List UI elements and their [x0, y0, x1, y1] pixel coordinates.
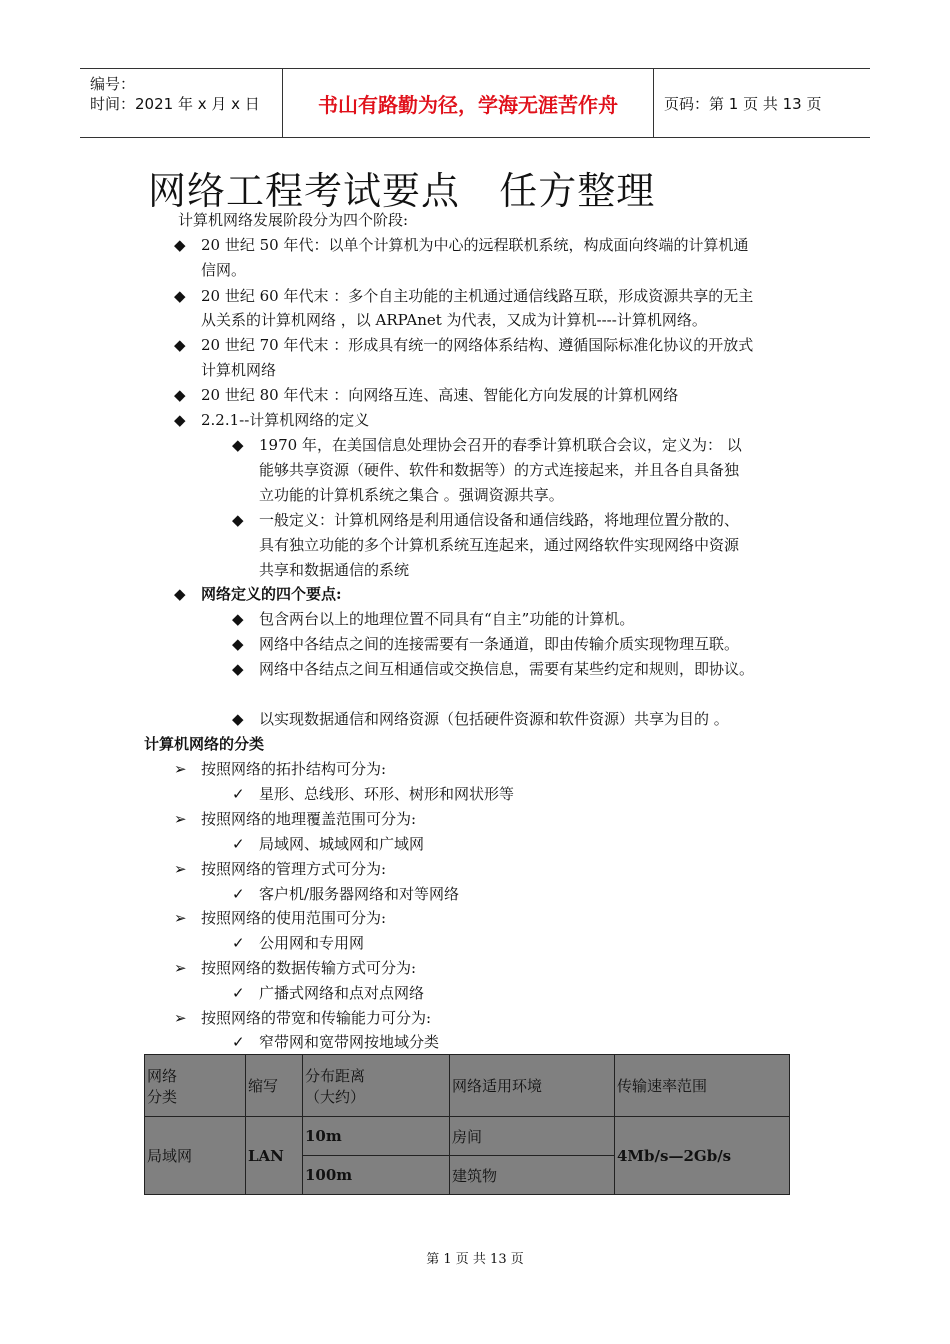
table-cell: 局域网: [145, 1117, 246, 1195]
classification-item: 窄带网和宽带网按地域分类: [259, 1033, 440, 1051]
check-icon: ✓: [232, 885, 245, 903]
motto: 书山有路勤为径，学海无涯苦作舟: [318, 92, 618, 117]
definition-line: 共享和数据通信的系统: [259, 561, 410, 579]
check-icon: ✓: [232, 835, 245, 853]
classification-label: 按照网络的地理覆盖范围可分为:: [201, 810, 417, 828]
classification-label: 按照网络的数据传输方式可分为:: [201, 959, 417, 977]
classification-item: 客户机/服务器网络和对等网络: [259, 885, 460, 903]
page-header: [80, 68, 870, 138]
classification-heading: 计算机网络的分类: [144, 735, 265, 753]
definition-line: 立功能的计算机系统之集合 。强调资源共享。: [259, 486, 564, 504]
page-footer: 第 1 页 共 13 页: [426, 1252, 524, 1267]
stage-line: 20 世纪 60 年代末 ：多个自主功能的主机通过通信线路互联，形成资源共享的无主: [201, 287, 754, 305]
stage-line: 计算机网络: [201, 361, 277, 379]
document-title: 网络工程考试要点 任方整理: [148, 169, 656, 213]
number-label: 编号：: [90, 75, 136, 93]
classification-label: 按照网络的带宽和传输能力可分为:: [201, 1009, 432, 1027]
table-cell: 建筑物: [450, 1156, 615, 1195]
classification-label: 按照网络的管理方式可分为:: [201, 860, 387, 878]
stage-line: 20 世纪 70 年代末 ：形成具有统一的网络体系结构、遵循国际标准化协议的开放式: [201, 336, 754, 354]
table-cell: LAN: [246, 1117, 303, 1195]
check-icon: ✓: [232, 785, 245, 803]
classification-item: 局域网、城域网和广域网: [259, 835, 425, 853]
check-icon: ✓: [232, 984, 245, 1002]
arrow-bullet-icon: ➢: [174, 760, 187, 778]
table-header-cell: 网络适用环境: [450, 1055, 615, 1117]
arrow-bullet-icon: ➢: [174, 1009, 187, 1027]
point-item: 网络中各结点之间的连接需要有一条通道，即由传输介质实现物理互联。: [259, 635, 740, 653]
diamond-bullet-icon: ◆: [232, 660, 244, 678]
table-cell: 房间: [450, 1117, 615, 1156]
diamond-bullet-icon: ◆: [174, 287, 186, 305]
divider: [653, 69, 654, 137]
table-header-cell: 分布距离 （大约）: [303, 1055, 450, 1117]
diamond-bullet-icon: ◆: [174, 386, 186, 404]
four-points-heading: 网络定义的四个要点:: [201, 585, 342, 603]
stage-line: 20 世纪 80 年代末 ：向网络互连、高速、智能化方向发展的计算机网络: [201, 386, 679, 404]
definition-line: 能够共享资源（硬件、软件和数据等）的方式连接起来，并且各自具备独: [259, 461, 740, 479]
classification-label: 按照网络的使用范围可分为:: [201, 909, 387, 927]
stage-line: 信网。: [201, 261, 247, 279]
diamond-bullet-icon: ◆: [232, 436, 244, 454]
time-label: 时间：2021 年 x 月 x 日: [90, 95, 260, 113]
classification-label: 按照网络的拓扑结构可分为:: [201, 760, 387, 778]
diamond-bullet-icon: ◆: [174, 411, 186, 429]
diamond-bullet-icon: ◆: [232, 511, 244, 529]
point-item: 网络中各结点之间互相通信或交换信息，需要有某些约定和规则，即协议。: [259, 660, 755, 678]
arrow-bullet-icon: ➢: [174, 810, 187, 828]
check-icon: ✓: [232, 1033, 245, 1051]
classification-item: 公用网和专用网: [259, 934, 365, 952]
stage-line: 20 世纪 50 年代：以单个计算机为中心的远程联机系统，构成面向终端的计算机通: [201, 236, 749, 254]
diamond-bullet-icon: ◆: [174, 585, 186, 603]
classification-item: 星形、总线形、环形、树形和网状形等: [259, 785, 515, 803]
table-header-cell: 网络 分类: [145, 1055, 246, 1117]
check-icon: ✓: [232, 934, 245, 952]
table-cell: 4Mb/s—2Gb/s: [615, 1117, 790, 1195]
diamond-bullet-icon: ◆: [232, 610, 244, 628]
intro-text: 计算机网络发展阶段分为四个阶段:: [178, 211, 409, 229]
point-item: 包含两台以上的地理位置不同具有“自主”功能的计算机。: [259, 610, 635, 628]
arrow-bullet-icon: ➢: [174, 909, 187, 927]
classification-item: 广播式网络和点对点网络: [259, 984, 425, 1002]
table-header-cell: 传输速率范围: [615, 1055, 790, 1117]
page-info: 页码：第 1 页 共 13 页: [664, 94, 822, 113]
table-cell: 100m: [303, 1156, 450, 1195]
table-cell: 10m: [303, 1117, 450, 1156]
diamond-bullet-icon: ◆: [174, 236, 186, 254]
diamond-bullet-icon: ◆: [232, 710, 244, 728]
diamond-bullet-icon: ◆: [174, 336, 186, 354]
diamond-bullet-icon: ◆: [232, 635, 244, 653]
definition-line: 具有独立功能的多个计算机系统互连起来，通过网络软件实现网络中资源: [259, 536, 740, 554]
stage-line: 从关系的计算机网络 ，以 ARPAnet 为代表，又成为计算机----计算机网络。: [201, 311, 707, 329]
header-meta: [80, 69, 282, 137]
network-classification-table: [144, 1054, 790, 1195]
arrow-bullet-icon: ➢: [174, 860, 187, 878]
section-heading: 2.2.1--计算机网络的定义: [201, 411, 370, 429]
arrow-bullet-icon: ➢: [174, 959, 187, 977]
point-item: 以实现数据通信和网络资源（包括硬件资源和软件资源）共享为目的 。: [259, 710, 729, 728]
definition-line: 1970 年，在美国信息处理协会召开的春季计算机联合会议，定义为： 以: [259, 436, 742, 454]
definition-line: 一般定义：计算机网络是利用通信设备和通信线路，将地理位置分散的、: [259, 511, 740, 529]
table-header-cell: 缩写: [246, 1055, 303, 1117]
